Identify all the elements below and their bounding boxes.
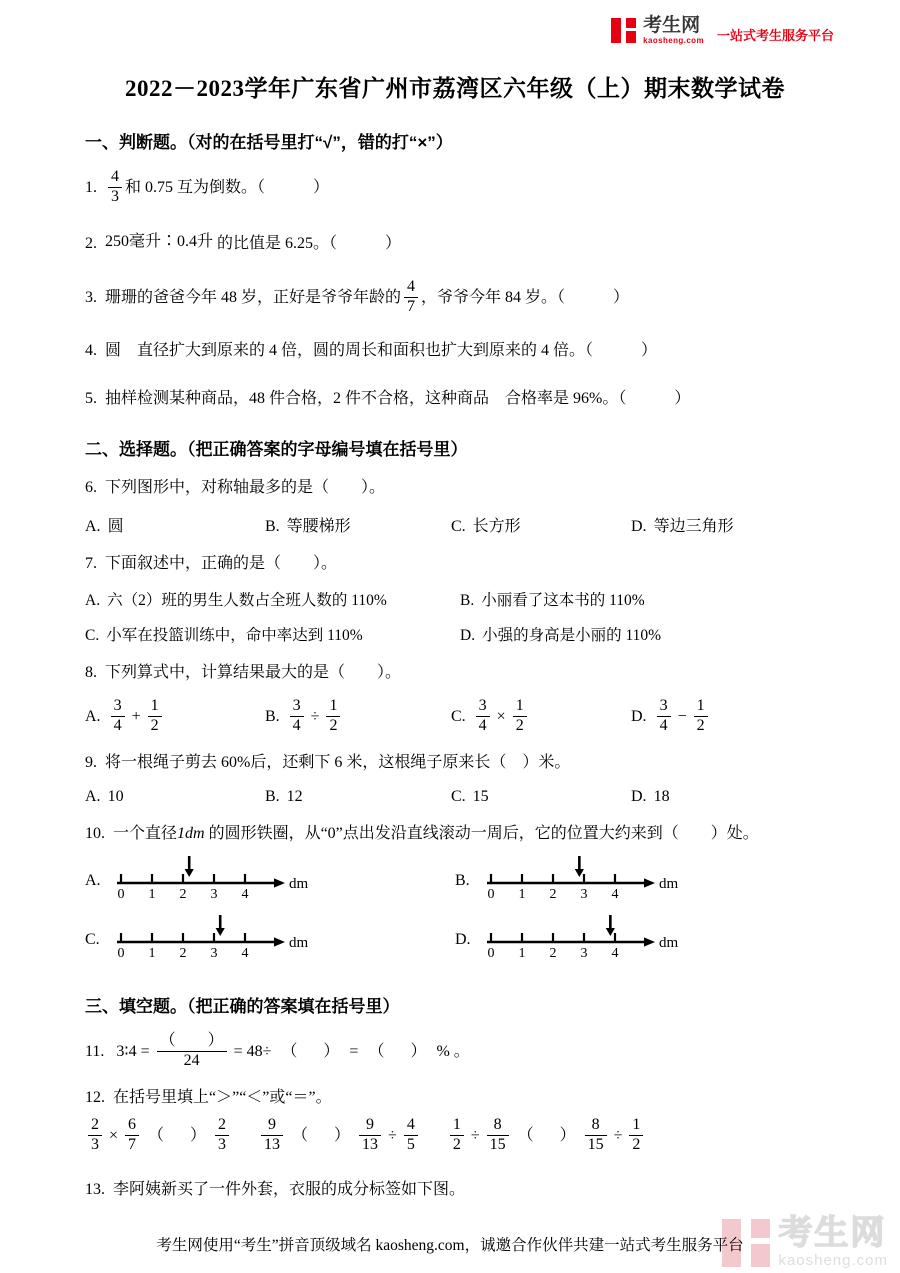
comparison-item bbox=[85, 1117, 232, 1154]
answer-bracket: （ ） bbox=[281, 1043, 340, 1061]
fraction: $\frac{1}{2}$ bbox=[326, 698, 340, 735]
option-text: 小强的身高是小丽的 110% bbox=[482, 627, 662, 645]
question-number: 11. bbox=[85, 1043, 105, 1061]
question-3 bbox=[85, 279, 825, 316]
operator: ÷ bbox=[470, 1127, 480, 1145]
question-expression bbox=[112, 1032, 473, 1070]
operator: × bbox=[109, 1127, 119, 1145]
number-line-diagram bbox=[483, 853, 695, 908]
question-7-options-row1 bbox=[85, 588, 825, 610]
question-text: 圆 直径扩大到原来的 4 倍，圆的周长和面积也扩大到原来的 4 倍。（ ） bbox=[105, 342, 658, 360]
question-1 bbox=[85, 169, 825, 206]
option-label: D. bbox=[631, 708, 647, 726]
kaosheng-logo-icon bbox=[611, 18, 636, 43]
number-line-diagram bbox=[113, 853, 325, 908]
svg-text:1: 1 bbox=[148, 946, 156, 962]
watermark-brand-domain: kaosheng.com bbox=[778, 1252, 888, 1269]
operator: − bbox=[677, 708, 687, 726]
question-2 bbox=[85, 230, 825, 255]
fraction: $\frac{( )}{24}$ bbox=[157, 1033, 227, 1070]
question-6-options bbox=[85, 513, 825, 536]
operator: 3∶4 = bbox=[116, 1043, 150, 1061]
option-label: B. bbox=[455, 871, 470, 889]
svg-text:1: 1 bbox=[518, 946, 526, 962]
option-b bbox=[460, 588, 825, 610]
option-label: B. bbox=[460, 592, 475, 610]
fraction: $\frac{3}{4}$ bbox=[111, 698, 125, 735]
answer-bracket: （ ） bbox=[517, 1127, 576, 1145]
option-label: A. bbox=[85, 788, 101, 806]
number-line-option-d bbox=[455, 912, 825, 967]
option-label: B. bbox=[265, 708, 280, 726]
svg-text:dm: dm bbox=[289, 876, 309, 893]
svg-text:dm: dm bbox=[659, 876, 679, 893]
brand-text-block bbox=[643, 16, 704, 45]
option-label: C. bbox=[451, 517, 466, 535]
operator: + bbox=[131, 708, 141, 726]
answer-bracket: （ ） bbox=[148, 1127, 207, 1145]
question-expression bbox=[105, 168, 125, 205]
option-text: 小军在投篮训练中，命中率达到 110% bbox=[106, 627, 363, 645]
question-number: 7. bbox=[85, 554, 97, 572]
fraction: $\frac{1}{2}$ bbox=[148, 698, 162, 735]
question-number: 8. bbox=[85, 664, 97, 682]
question-9 bbox=[85, 751, 825, 774]
question-12-comparisons bbox=[85, 1117, 825, 1154]
fraction: $\frac{9}{13}$ bbox=[359, 1117, 381, 1154]
option-c bbox=[85, 623, 460, 645]
question-number: 1. bbox=[85, 179, 97, 196]
number-line-option-c bbox=[85, 912, 455, 967]
footer-slogan: 考生网使用“考生”拼音顶级域名 kaosheng.com，诚邀合作伙伴共建一站式考生服务平台 bbox=[156, 1237, 744, 1254]
option-text: 等边三角形 bbox=[653, 517, 734, 535]
svg-text:0: 0 bbox=[487, 887, 495, 903]
svg-text:1: 1 bbox=[148, 887, 156, 903]
option-d bbox=[631, 513, 825, 536]
question-text: 下面叙述中，正确的是（ ）。 bbox=[105, 554, 338, 572]
question-expression bbox=[401, 277, 421, 315]
question-text: 将一根绳子剪去 60%后，还剩下 6 米，这根绳子原来长（ ）米。 bbox=[105, 753, 571, 771]
question-7-options-row2 bbox=[85, 623, 825, 645]
svg-text:2: 2 bbox=[549, 946, 557, 962]
svg-text:2: 2 bbox=[179, 887, 187, 903]
svg-text:0: 0 bbox=[117, 946, 125, 962]
option-a bbox=[85, 788, 265, 806]
question-6 bbox=[85, 476, 825, 499]
question-number: 2. bbox=[85, 234, 97, 252]
svg-text:0: 0 bbox=[117, 887, 125, 903]
question-text: 抽样检测某种商品，48 件合格，2 件不合格，这种商品 合格率是 96%。（ ） bbox=[105, 389, 691, 407]
question-9-options bbox=[85, 788, 825, 806]
svg-text:4: 4 bbox=[241, 887, 249, 903]
ratio-expression: 250毫升∶0.4升 bbox=[105, 232, 214, 250]
page-title: 2022－2023学年广东省广州市荔湾区六年级（上）期末数学试卷 bbox=[125, 76, 785, 101]
svg-text:dm: dm bbox=[289, 935, 309, 952]
brand-domain: kaosheng.com bbox=[643, 36, 704, 45]
fraction: $\frac{4}{3}$ bbox=[108, 169, 122, 206]
section2-heading: 二、选择题。（把正确答案的字母编号填在括号里） bbox=[85, 439, 468, 459]
option-text: 六（2）班的男生人数占全班人数的 110% bbox=[107, 592, 387, 610]
option-expression bbox=[654, 697, 711, 735]
fraction: $\frac{1}{2}$ bbox=[450, 1117, 464, 1154]
question-11 bbox=[85, 1033, 825, 1070]
question-8-options bbox=[85, 698, 825, 735]
option-label: D. bbox=[631, 788, 647, 806]
question-10 bbox=[85, 822, 825, 845]
svg-text:1: 1 bbox=[518, 887, 526, 903]
svg-text:4: 4 bbox=[241, 946, 249, 962]
svg-text:3: 3 bbox=[580, 887, 588, 903]
question-number: 10. bbox=[85, 825, 105, 843]
option-text: 15 bbox=[472, 788, 489, 806]
svg-text:4: 4 bbox=[611, 887, 619, 903]
option-label: B. bbox=[265, 788, 280, 806]
question-8 bbox=[85, 661, 825, 684]
question-text: 的圆形铁圈，从“0”点出发沿直线滚动一周后，它的位置大约来到（ ）处。 bbox=[208, 825, 759, 843]
option-c bbox=[451, 698, 631, 735]
number-line-option-a bbox=[85, 853, 455, 908]
fraction: $\frac{4}{7}$ bbox=[404, 279, 418, 316]
option-d bbox=[631, 788, 825, 806]
fraction: $\frac{1}{2}$ bbox=[629, 1117, 643, 1154]
operator: ÷ bbox=[388, 1127, 397, 1145]
option-b bbox=[265, 698, 451, 735]
svg-text:2: 2 bbox=[549, 887, 557, 903]
answer-bracket: （ ） bbox=[368, 1043, 427, 1061]
section1-heading: 一、判断题。（对的在括号里打“√”，错的打“×”） bbox=[85, 133, 453, 152]
option-label: D. bbox=[460, 627, 476, 645]
fraction: $\frac{1}{2}$ bbox=[694, 698, 708, 735]
option-text: 长方形 bbox=[472, 517, 521, 535]
option-label: D. bbox=[631, 517, 647, 535]
svg-text:3: 3 bbox=[210, 887, 218, 903]
dm-value: 1dm bbox=[177, 825, 205, 843]
question-number: 12. bbox=[85, 1088, 105, 1106]
watermark-brand-name: 考生网 bbox=[778, 1214, 887, 1252]
option-text: 10 bbox=[107, 788, 124, 806]
number-line-diagram bbox=[113, 912, 325, 967]
question-text: 一个直径 bbox=[113, 825, 178, 843]
question-number: 6. bbox=[85, 478, 97, 496]
option-label: C. bbox=[451, 708, 466, 726]
number-line-option-b bbox=[455, 853, 825, 908]
question-5 bbox=[85, 387, 825, 410]
brand-name: 考生网 bbox=[643, 15, 701, 36]
option-expression bbox=[287, 697, 344, 735]
svg-text:0: 0 bbox=[487, 946, 495, 962]
fraction: $\frac{1}{2}$ bbox=[513, 698, 527, 735]
svg-text:dm: dm bbox=[659, 935, 679, 952]
operator: % 。 bbox=[436, 1043, 470, 1061]
option-label: C. bbox=[451, 788, 466, 806]
question-7 bbox=[85, 552, 825, 575]
comparison-item bbox=[447, 1117, 647, 1154]
operator: = bbox=[349, 1043, 359, 1061]
option-text: 18 bbox=[653, 788, 670, 806]
option-d bbox=[460, 623, 825, 645]
operator: ÷ bbox=[310, 708, 320, 726]
fraction: $\frac{4}{5}$ bbox=[404, 1117, 418, 1154]
question-13 bbox=[85, 1178, 825, 1201]
fraction: $\frac{8}{15}$ bbox=[487, 1117, 509, 1154]
operator: ÷ bbox=[613, 1127, 623, 1145]
question-number: 5. bbox=[85, 389, 97, 407]
question-12 bbox=[85, 1086, 825, 1109]
fraction: $\frac{9}{13}$ bbox=[261, 1117, 283, 1154]
option-text: 12 bbox=[286, 788, 303, 806]
option-label: A. bbox=[85, 871, 101, 889]
question-4 bbox=[85, 339, 825, 362]
svg-text:3: 3 bbox=[580, 946, 588, 962]
fraction: $\frac{2}{3}$ bbox=[88, 1117, 102, 1154]
svg-text:4: 4 bbox=[611, 946, 619, 962]
question-text: 李阿姨新买了一件外套，衣服的成分标签如下图。 bbox=[113, 1180, 466, 1198]
option-expression bbox=[108, 697, 165, 735]
question-number: 9. bbox=[85, 753, 97, 771]
fraction: $\frac{6}{7}$ bbox=[125, 1117, 139, 1154]
option-label: B. bbox=[265, 517, 280, 535]
option-label: A. bbox=[85, 708, 101, 726]
option-label: A. bbox=[85, 592, 101, 610]
option-label: C. bbox=[85, 627, 100, 645]
option-b bbox=[265, 513, 451, 536]
section3-heading: 三、填空题。（把正确的答案填在括号里） bbox=[85, 997, 400, 1017]
question-number: 4. bbox=[85, 342, 97, 360]
comparison-item bbox=[258, 1117, 421, 1154]
option-c bbox=[451, 513, 631, 536]
option-label: D. bbox=[455, 930, 471, 948]
question-number: 3. bbox=[85, 288, 97, 306]
kaosheng-brand-header bbox=[611, 16, 834, 45]
svg-text:2: 2 bbox=[179, 946, 187, 962]
option-a bbox=[85, 588, 460, 610]
option-c bbox=[451, 788, 631, 806]
option-b bbox=[265, 788, 451, 806]
question-text: 下列图形中，对称轴最多的是（ ）。 bbox=[105, 478, 386, 496]
question-text: 的比值是 6.25。（ ） bbox=[217, 234, 402, 252]
fraction: $\frac{3}{4}$ bbox=[290, 698, 304, 735]
fraction: $\frac{3}{4}$ bbox=[657, 698, 671, 735]
operator: = 48÷ bbox=[233, 1043, 272, 1061]
fraction: $\frac{3}{4}$ bbox=[476, 698, 490, 735]
question-text: 和 0.75 互为倒数。（ ） bbox=[125, 179, 330, 196]
operator: × bbox=[496, 708, 506, 726]
question-text: 下列算式中，计算结果最大的是（ ）。 bbox=[105, 664, 402, 682]
option-expression bbox=[473, 697, 530, 735]
brand-tagline: 一站式考生服务平台 bbox=[716, 28, 834, 43]
fraction: $\frac{2}{3}$ bbox=[215, 1117, 229, 1154]
question-text: 珊珊的爸爸今年 48 岁，正好是爷爷年龄的 bbox=[105, 288, 402, 306]
option-a bbox=[85, 513, 265, 536]
option-d bbox=[631, 698, 825, 735]
svg-text:3: 3 bbox=[210, 946, 218, 962]
answer-bracket: （ ） bbox=[292, 1127, 351, 1145]
option-label: C. bbox=[85, 930, 100, 948]
option-label: A. bbox=[85, 517, 101, 535]
question-10-number-lines bbox=[85, 853, 825, 967]
fraction: $\frac{8}{15}$ bbox=[585, 1117, 607, 1154]
number-line-diagram bbox=[483, 912, 695, 967]
question-number: 13. bbox=[85, 1180, 105, 1198]
option-text: 圆 bbox=[107, 517, 124, 535]
question-text: ，爷爷今年 84 岁。（ ） bbox=[421, 288, 630, 306]
option-a bbox=[85, 698, 265, 735]
option-text: 小丽看了这本书的 110% bbox=[481, 592, 645, 610]
question-text: 在括号里填上“＞”“＜”或“＝”。 bbox=[113, 1088, 332, 1106]
option-text: 等腰梯形 bbox=[286, 517, 351, 535]
